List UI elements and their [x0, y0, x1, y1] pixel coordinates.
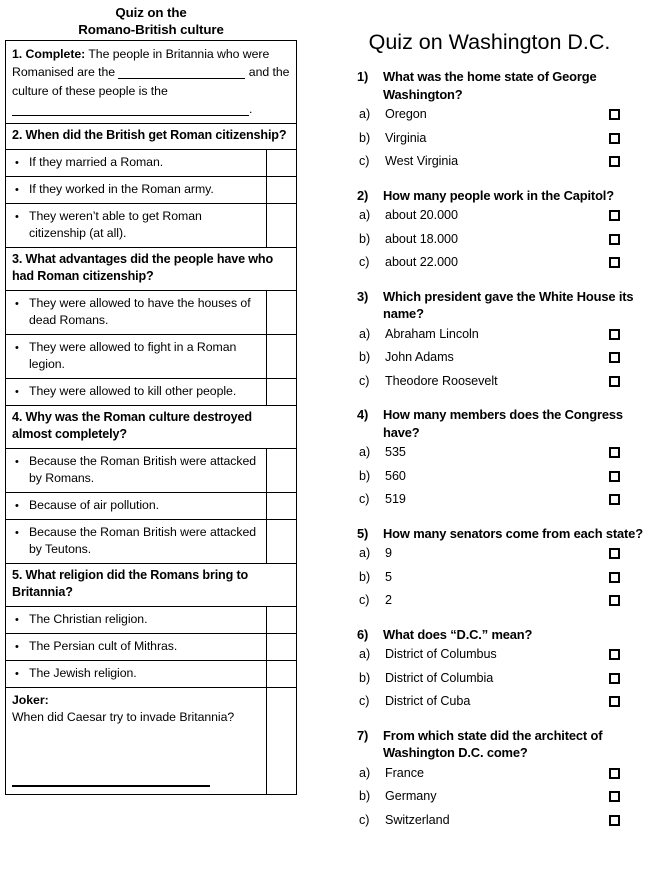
question-5-heading: 5. What religion did the Romans bring to Britannia? [12, 567, 249, 600]
table-row [6, 687, 297, 794]
answer-letter: a) [359, 546, 371, 560]
question-2-option-a-cell [6, 149, 267, 176]
table-row [6, 378, 297, 405]
option-row [6, 634, 266, 660]
question-number: 4) [357, 407, 369, 422]
bullet-icon: • [15, 156, 19, 169]
answer-checkbox[interactable] [609, 210, 620, 221]
answer-text: France [385, 765, 424, 780]
table-row [6, 519, 297, 563]
answer-checkbox[interactable] [609, 696, 620, 707]
answer-letter: b) [359, 130, 371, 145]
answer-row[interactable] [330, 667, 649, 691]
answer-checkbox[interactable] [609, 156, 620, 167]
answer-checkbox[interactable] [609, 494, 620, 505]
answer-text: 535 [385, 445, 406, 459]
answer-row[interactable] [330, 809, 649, 833]
question-5-option-a-answer-box[interactable] [267, 606, 297, 633]
question-3-option-a-answer-box[interactable] [267, 290, 297, 334]
right-quiz-title: Quiz on Washington D.C. [368, 30, 611, 54]
answer-text: John Adams [385, 350, 454, 364]
washington-dc-question-list [330, 68, 649, 832]
question-2-heading-cell [6, 124, 297, 150]
left-quiz-title-line1: Quiz on the [115, 5, 187, 20]
table-row [6, 290, 297, 334]
answer-text: District of Columbia [385, 670, 494, 685]
answer-blank-1[interactable] [118, 64, 245, 79]
answer-checkbox[interactable] [609, 352, 620, 363]
answer-checkbox[interactable] [609, 649, 620, 660]
option-row [6, 335, 266, 378]
answer-checkbox[interactable] [609, 572, 620, 583]
question-4-option-b-text: Because of air pollution. [29, 497, 159, 512]
joker-question-text: When did Caesar try to invade Britannia? [12, 710, 235, 725]
answer-row[interactable] [330, 251, 649, 275]
question-1-label: 1. Complete: [12, 47, 86, 61]
question-text: Which president gave the White House its name? [383, 288, 634, 321]
answer-checkbox-wrap [609, 696, 649, 707]
table-row [6, 176, 297, 203]
option-row [6, 449, 266, 492]
answer-checkbox-wrap [609, 791, 649, 802]
question-heading [330, 626, 649, 644]
answer-text: Theodore Roosevelt [385, 373, 498, 388]
bullet-icon: • [15, 526, 19, 539]
question-2-option-b-cell [6, 176, 267, 203]
question-3-option-b-cell [6, 334, 267, 378]
option-row [6, 150, 266, 176]
answer-checkbox-wrap [609, 649, 649, 660]
question-3-option-c-cell [6, 378, 267, 405]
question-number: 2) [357, 187, 369, 203]
answer-checkbox-wrap [609, 133, 649, 144]
question-2-option-c-text: They weren’t able to get Roman citizenship (at all). [29, 208, 202, 241]
bullet-icon: • [15, 297, 19, 310]
answer-text: Abraham Lincoln [385, 326, 479, 341]
answer-checkbox[interactable] [609, 791, 620, 802]
question-heading [330, 525, 649, 543]
answer-text: Oregon [385, 107, 427, 121]
table-row [6, 448, 297, 492]
romano-british-quiz-column [5, 0, 297, 795]
answer-checkbox-wrap [609, 109, 649, 120]
answer-row[interactable] [330, 204, 649, 228]
question-block [330, 727, 649, 833]
bullet-icon: • [15, 613, 19, 626]
table-row [6, 660, 297, 687]
answer-checkbox-wrap [609, 352, 649, 363]
table-row [6, 247, 297, 290]
question-1-complete-text [6, 41, 296, 123]
answer-checkbox[interactable] [609, 471, 620, 482]
question-5-option-a-cell [6, 606, 267, 633]
answer-text: about 22.000 [385, 255, 458, 269]
answer-text: 560 [385, 468, 406, 483]
bullet-icon: • [15, 385, 19, 398]
joker-label: Joker: [12, 692, 49, 707]
table-row [6, 41, 297, 124]
answer-checkbox-wrap [609, 494, 649, 505]
question-5-option-a-text: The Christian religion. [29, 611, 148, 626]
question-4-option-c-cell [6, 519, 267, 563]
table-row [6, 563, 297, 606]
question-1-text-c: . [249, 101, 253, 116]
answer-checkbox-wrap [609, 447, 649, 458]
joker-content [6, 688, 266, 794]
answer-text: West Virginia [385, 154, 459, 168]
table-row [6, 124, 297, 150]
question-number: 5) [357, 525, 369, 541]
question-5-option-b-answer-box[interactable] [267, 633, 297, 660]
bullet-icon: • [15, 640, 19, 653]
question-3-option-a-text: They were allowed to have the houses of dead Romans. [29, 295, 251, 328]
question-number: 3) [357, 288, 369, 304]
joker-answer-box[interactable] [267, 687, 297, 794]
question-4-option-a-answer-box[interactable] [267, 448, 297, 492]
answer-checkbox[interactable] [609, 673, 620, 684]
bullet-icon: • [15, 183, 19, 196]
left-quiz-title [5, 0, 297, 40]
answer-row[interactable] [330, 643, 649, 667]
answer-checkbox-wrap [609, 673, 649, 684]
question-block [330, 68, 649, 174]
bullet-icon: • [15, 341, 19, 354]
table-row [6, 334, 297, 378]
answer-text: about 20.000 [385, 208, 458, 222]
question-4-option-b-cell [6, 492, 267, 519]
romano-british-quiz-table [5, 40, 297, 795]
answer-checkbox-wrap [609, 548, 649, 559]
answer-text: 2 [385, 593, 392, 607]
answer-checkbox[interactable] [609, 815, 620, 826]
answer-text: 9 [385, 546, 392, 560]
question-5-option-c-answer-box[interactable] [267, 660, 297, 687]
bullet-icon: • [15, 455, 19, 468]
question-heading [330, 68, 649, 103]
answer-row[interactable] [330, 370, 649, 394]
answer-checkbox[interactable] [609, 447, 620, 458]
answer-letter: b) [359, 789, 371, 803]
option-row [6, 291, 266, 334]
table-row [6, 492, 297, 519]
question-2-option-a-answer-box[interactable] [267, 149, 297, 176]
option-row [6, 177, 266, 203]
answer-text: Switzerland [385, 812, 450, 827]
question-text: How many members does the Congress have? [383, 407, 623, 440]
question-3-option-a-cell [6, 290, 267, 334]
question-heading [330, 406, 649, 441]
answer-checkbox[interactable] [609, 376, 620, 387]
table-row [6, 606, 297, 633]
answer-checkbox-wrap [609, 376, 649, 387]
question-block [330, 525, 649, 613]
answer-checkbox-wrap [609, 257, 649, 268]
joker-cell [6, 687, 267, 794]
question-3-option-c-answer-box[interactable] [267, 378, 297, 405]
answer-row[interactable] [330, 228, 649, 252]
question-heading [330, 288, 649, 323]
answer-text: District of Columbus [385, 647, 497, 661]
answer-letter: c) [359, 373, 370, 388]
question-2-option-a-text: If they married a Roman. [29, 154, 164, 169]
answer-letter: c) [359, 492, 370, 506]
answer-checkbox-wrap [609, 595, 649, 606]
option-row [6, 493, 266, 519]
question-block [330, 187, 649, 275]
answer-checkbox[interactable] [609, 548, 620, 559]
answer-row[interactable] [330, 127, 649, 151]
answer-letter: b) [359, 350, 371, 364]
table-row [6, 633, 297, 660]
question-5-option-c-text: The Jewish religion. [29, 665, 137, 680]
question-number: 1) [357, 69, 369, 84]
table-row [6, 149, 297, 176]
question-2-option-b-text: If they worked in the Roman army. [29, 181, 214, 196]
answer-letter: a) [359, 765, 371, 780]
option-row [6, 520, 266, 563]
answer-checkbox[interactable] [609, 234, 620, 245]
option-row [6, 204, 266, 247]
question-4-option-a-text: Because the Roman British were attacked by Romans. [29, 453, 257, 486]
question-4-option-a-cell [6, 448, 267, 492]
question-1-cell [6, 41, 297, 124]
question-5-option-b-text: The Persian cult of Mithras. [29, 638, 178, 653]
question-5-option-c-cell [6, 660, 267, 687]
question-text: What was the home state of George Washington? [383, 69, 597, 102]
answer-text: Virginia [385, 130, 427, 145]
answer-row[interactable] [330, 465, 649, 489]
answer-checkbox[interactable] [609, 595, 620, 606]
question-3-heading: 3. What advantages did the people have who had Roman citizenship? [12, 251, 274, 284]
question-block [330, 626, 649, 714]
answer-text: about 18.000 [385, 231, 458, 246]
answer-letter: a) [359, 445, 371, 459]
answer-row[interactable] [330, 566, 649, 590]
answer-checkbox-wrap [609, 572, 649, 583]
answer-letter: c) [359, 812, 370, 827]
answer-checkbox[interactable] [609, 109, 620, 120]
table-row [6, 405, 297, 448]
question-heading [330, 187, 649, 205]
question-4-option-c-text: Because the Roman British were attacked by Teutons. [29, 524, 257, 557]
question-block [330, 288, 649, 394]
question-4-heading: 4. Why was the Roman culture destroyed almost completely? [12, 409, 252, 442]
question-text: What does “D.C.” mean? [383, 626, 533, 642]
question-number: 7) [357, 727, 369, 743]
answer-row[interactable] [330, 542, 649, 566]
answer-row[interactable] [330, 589, 649, 613]
question-3-option-c-text: They were allowed to kill other people. [29, 383, 237, 398]
answer-checkbox[interactable] [609, 329, 620, 340]
answer-letter: a) [359, 647, 371, 661]
table-row [6, 203, 297, 247]
answer-checkbox[interactable] [609, 257, 620, 268]
question-text: How many senators come from each state? [383, 525, 643, 541]
answer-row[interactable] [330, 690, 649, 714]
answer-row[interactable] [330, 488, 649, 512]
bullet-icon: • [15, 667, 19, 680]
answer-checkbox-wrap [609, 471, 649, 482]
question-4-heading-cell [6, 405, 297, 448]
answer-letter: c) [359, 694, 370, 708]
answer-checkbox-wrap [609, 210, 649, 221]
left-quiz-title-line2: Romano-British culture [78, 22, 224, 37]
answer-blank-2[interactable] [12, 101, 249, 116]
answer-text: 5 [385, 569, 392, 584]
answer-letter: c) [359, 255, 370, 269]
question-heading [330, 727, 649, 762]
answer-checkbox-wrap [609, 768, 649, 779]
question-1-text-a: The people in Britannia who were Romanised are the [12, 47, 270, 80]
washington-dc-quiz-column [330, 0, 649, 832]
question-number: 6) [357, 626, 369, 642]
question-4-option-b-answer-box[interactable] [267, 492, 297, 519]
question-5-option-b-cell [6, 633, 267, 660]
question-3-option-b-text: They were allowed to fight in a Roman legion. [29, 339, 237, 372]
answer-letter: b) [359, 569, 371, 584]
answer-row[interactable] [330, 103, 649, 127]
joker-answer-line[interactable] [12, 785, 210, 787]
answer-checkbox-wrap [609, 329, 649, 340]
answer-letter: a) [359, 107, 371, 121]
answer-checkbox[interactable] [609, 133, 620, 144]
answer-row[interactable] [330, 441, 649, 465]
answer-letter: c) [359, 593, 370, 607]
answer-row[interactable] [330, 785, 649, 809]
question-block [330, 406, 649, 512]
question-text: How many people work in the Capitol? [383, 187, 614, 203]
answer-row[interactable] [330, 346, 649, 370]
question-4-option-c-answer-box[interactable] [267, 519, 297, 563]
answer-row[interactable] [330, 323, 649, 347]
answer-row[interactable] [330, 762, 649, 786]
answer-letter: b) [359, 670, 371, 685]
answer-letter: a) [359, 326, 371, 341]
question-2-option-b-answer-box[interactable] [267, 176, 297, 203]
option-row [6, 379, 266, 405]
answer-letter: b) [359, 468, 371, 483]
question-text: From which state did the architect of Washington D.C. come? [383, 727, 603, 760]
answer-text: Germany [385, 789, 437, 803]
question-2-heading: 2. When did the British get Roman citizenship? [12, 128, 287, 143]
question-3-heading-cell [6, 247, 297, 290]
answer-letter: a) [359, 208, 371, 222]
question-2-option-c-answer-box[interactable] [267, 203, 297, 247]
answer-row[interactable] [330, 150, 649, 174]
answer-letter: c) [359, 154, 370, 168]
answer-checkbox-wrap [609, 156, 649, 167]
option-row [6, 661, 266, 687]
answer-checkbox[interactable] [609, 768, 620, 779]
answer-checkbox-wrap [609, 815, 649, 826]
answer-checkbox-wrap [609, 234, 649, 245]
option-row [6, 607, 266, 633]
question-1-text-b: and the culture of these people is the [12, 65, 290, 98]
question-5-heading-cell [6, 563, 297, 606]
answer-letter: b) [359, 231, 371, 246]
question-2-option-c-cell [6, 203, 267, 247]
question-3-option-b-answer-box[interactable] [267, 334, 297, 378]
answer-text: District of Cuba [385, 694, 471, 708]
bullet-icon: • [15, 210, 19, 223]
answer-text: 519 [385, 492, 406, 506]
bullet-icon: • [15, 499, 19, 512]
